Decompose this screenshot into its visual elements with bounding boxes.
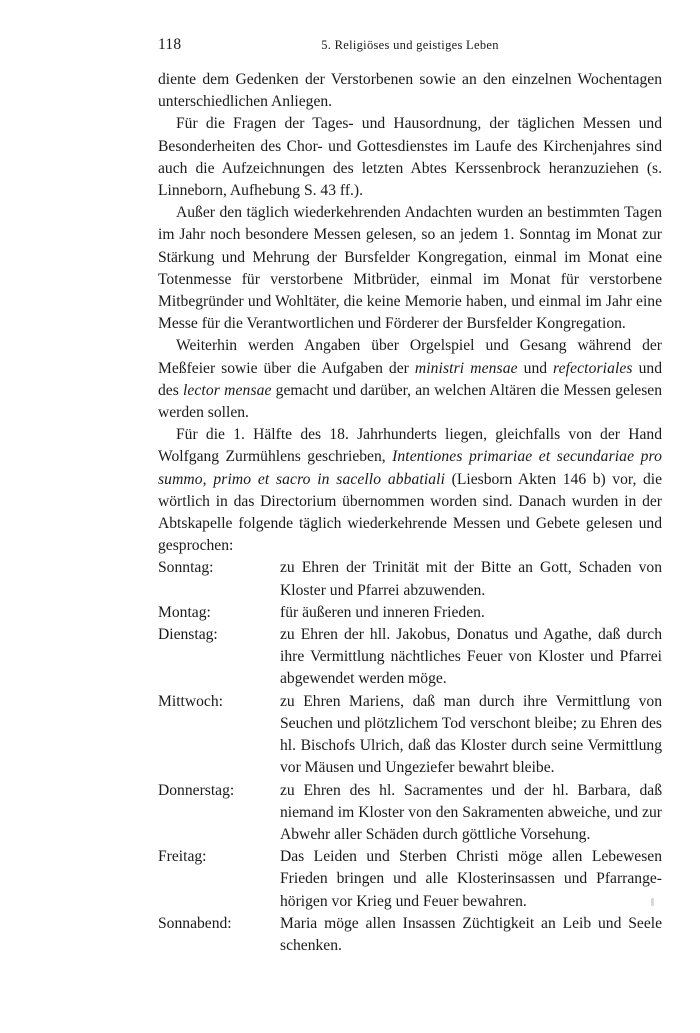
- paragraph-4-text-d: gemacht und darüber, an welchen Altären die Messen gelesen werden sollen.: [158, 381, 662, 422]
- term-lector-mensae: lector mensae: [182, 381, 272, 399]
- page-header: [158, 36, 662, 56]
- scan-speck: [651, 898, 654, 906]
- page-number: 118: [158, 36, 182, 53]
- paragraph-1: diente dem Gedenken der Verstorbenen sowie an den einzelnen Wochentagen unterschiedlichen Anliegen.: [158, 71, 662, 111]
- paragraph-5: [158, 424, 662, 557]
- weekday-intention: zu Ehren Mariens, daß man durch ihre Vermittlung von Seuchen und plötzlichem Tod verschont bleibe; zu Ehren des hl. Bischofs Ulrich, daß das Kloster durch seine Vermittlung vor Mäusen und Ungeziefer bewahrt bleibe.: [280, 692, 662, 777]
- paragraph-2: Für die Fragen der Tages- und Hausordnung, der täglichen Messen und Besonderheiten des Chor- und Gottesdienstes im Laufe des Kirchenjahres sind auch die Aufzeichnungen des letzten Abtes Kerssenbrock heranzuziehen (s. Linneborn, Aufhebung S. 43 ff.).: [158, 115, 662, 200]
- paragraph-5-text-a: Für die 1. Hälfte des 18. Jahrhunderts liegen, gleichfalls von der Hand Wolfgang Zurmühlens geschrieben,: [158, 426, 662, 466]
- weekday-list: [158, 557, 662, 957]
- weekday-intention: Das Leiden und Sterben Christi möge allen Lebewesen Frieden bringen und alle Klosterinsassen und Pfarrangehörigen vor Krieg und Feuer bewahren.: [280, 848, 662, 910]
- weekday-entry: [158, 913, 662, 957]
- paragraph-4-text-c: und des: [158, 359, 662, 399]
- paragraph-5-text-b: (Liesborn Akten 146 b) vor, die wörtlich in das Directorium übernommen worden sind. Danach wurden in der Abtskapelle folgende täglich wiederkehrende Messen und Gebete gelesen und gesprochen:: [158, 470, 662, 555]
- body-text: [158, 69, 662, 957]
- weekday-intention: für äußeren und inneren Frieden.: [280, 603, 485, 621]
- weekday-name: Sonnabend:: [158, 914, 232, 932]
- weekday-entry: [158, 846, 662, 913]
- weekday-name: Donnerstag:: [158, 781, 235, 799]
- weekday-intention: zu Ehren der Trinität mit der Bitte an Gott, Schaden von Kloster und Pfarrei abzuwenden.: [280, 559, 662, 599]
- paragraph-3: Außer den täglich wiederkehrenden Andachten wurden an bestimmten Tagen im Jahr noch besondere Messen gelesen, so an jedem 1. Sonntag im Monat zur Stärkung und Mehrung der Bursfelder Kongregation, einmal im Monat eine Totenmesse für verstorbene Mitbrüder, einmal im Monat für verstorbene Mitbegründer und Wohltäter, die keine Memorie haben, und einmal im Jahr eine Messe für die Verantwortlichen und Förderer der Bursfelder Kongregation.: [158, 204, 662, 333]
- weekday-name: Freitag:: [158, 848, 207, 866]
- weekday-entry: [158, 780, 662, 847]
- work-title-intentiones: Intentiones primariae et secundariae pro summo, primo et sacro in sacello abbatiali: [158, 448, 662, 488]
- weekday-entry: [158, 602, 662, 624]
- weekday-intention: zu Ehren des hl. Sacramentes und der hl. Barbara, daß niemand im Kloster von den Sakramenten abweiche, und zur Abwehr aller Schäden durch göttliche Vorsehung.: [280, 781, 662, 843]
- weekday-intention: zu Ehren der hll. Jakobus, Donatus und Agathe, daß durch ihre Vermittlung nächtliches Feuer von Kloster und Pfarrei abgewendet werden möge.: [280, 626, 662, 688]
- weekday-name: Mittwoch:: [158, 692, 223, 710]
- weekday-entry: [158, 624, 662, 691]
- paragraph-4: [158, 335, 662, 424]
- weekday-entry: [158, 557, 662, 601]
- weekday-name: Montag:: [158, 603, 211, 621]
- weekday-name: Dienstag:: [158, 626, 218, 644]
- term-refectoriales: refectoriales: [553, 359, 633, 377]
- weekday-name: Sonntag:: [158, 559, 214, 577]
- weekday-entry: [158, 691, 662, 780]
- running-head: 5. Religiöses und geistiges Leben: [321, 38, 499, 52]
- term-ministri-mensae: ministri mensae: [414, 359, 518, 377]
- paragraph-4-text-b: und: [517, 359, 554, 377]
- paragraph-4-text-a: Weiterhin werden Angaben über Orgelspiel und Gesang während der Meßfeier sowie über die Aufgaben der: [158, 337, 662, 377]
- weekday-intention: Maria möge allen Insassen Züchtigkeit an Leib und Seele schenken.: [280, 914, 662, 954]
